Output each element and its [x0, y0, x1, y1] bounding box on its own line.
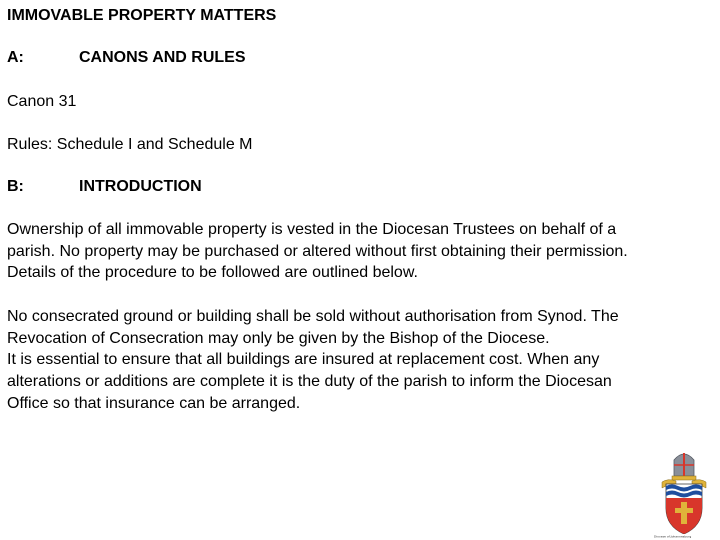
rules-reference: Rules: Schedule I and Schedule M	[7, 136, 253, 153]
section-a-title: CANONS AND RULES	[79, 49, 246, 66]
canon-reference: Canon 31	[7, 93, 77, 110]
section-b-label: B:	[7, 178, 24, 195]
section-a-label: A:	[7, 49, 24, 66]
diocesan-crest-icon	[652, 450, 716, 538]
paragraph-line: Office so that insurance can be arranged.	[7, 394, 301, 412]
document-title: IMMOVABLE PROPERTY MATTERS	[7, 7, 277, 24]
paragraph-line: Revocation of Consecration may only be given by the Bishop of the Diocese.	[7, 329, 550, 347]
paragraph-line: parish. No property may be purchased or altered without first obtaining their permission.	[7, 242, 628, 260]
svg-text:Diocese of Johannesburg: Diocese of Johannesburg	[654, 534, 692, 538]
section-a-heading	[7, 47, 246, 69]
paragraph-line: alterations or additions are complete it is the duty of the parish to inform the Diocesan	[7, 373, 612, 391]
section-b-heading	[7, 176, 202, 198]
paragraph-line: It is essential to ensure that all buildings are insured at replacement cost. When any	[7, 351, 600, 369]
section-b-title: INTRODUCTION	[79, 178, 202, 195]
paragraph-line: Ownership of all immovable property is vested in the Diocesan Trustees on behalf of a	[7, 221, 617, 238]
paragraph-line: No consecrated ground or building shall be sold without authorisation from Synod. The	[7, 308, 619, 325]
introduction-paragraph-1	[7, 219, 717, 284]
introduction-paragraph-2	[7, 306, 717, 415]
paragraph-line: Details of the procedure to be followed are outlined below.	[7, 264, 418, 282]
